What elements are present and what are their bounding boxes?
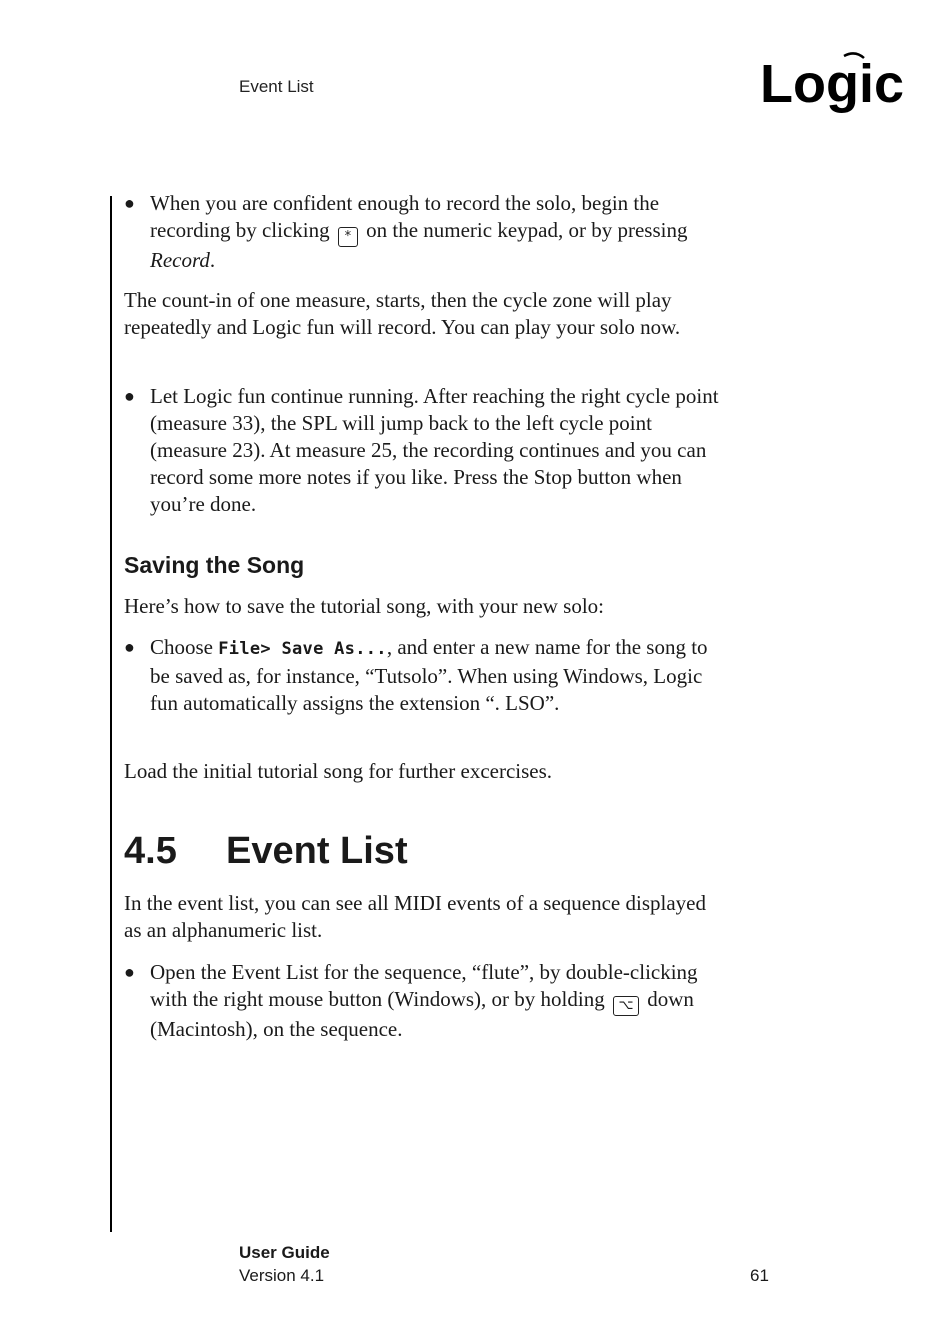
bullet-text: down (Macintosh), on the sequence. [150,987,694,1041]
bullet-dot: ● [124,637,135,657]
bullet-dot: ● [124,962,135,982]
menu-path-file-save-as: File> Save As... [218,639,387,659]
section-heading: Saving the Song [124,552,305,578]
logo-wordmark: Logic [760,54,904,114]
bullet-text: Let Logic fun continue running. After reaching the right cycle point (measure 33), the SPL will jump back to the left cycle point (measure 23). At measure 25, the recording continues and you can record some more notes if you like. Press the Stop button when you’re done. [150,384,719,516]
paragraph-load-initial: Load the initial tutorial song for further excercises. [124,759,553,783]
page-number: 61 [750,1266,769,1285]
chapter-heading [124,830,408,873]
punctuation: . [209,248,216,272]
paragraph-save-intro: Here’s how to save the tutorial song, with your new solo: [124,594,605,618]
bullet-text: , and enter a new name for the song to be saved as, for instance, “Tutsolo”. When using Windows, Logic fun automatically assigns the extension “. LSO”. [150,635,708,715]
bullet-text: Open the Event List for the sequence, “flute”, by double-clicking with the right mouse button (Windows), or by holding [150,960,698,1011]
paragraph-event-list-intro: In the event list, you can see all MIDI events of a sequence displayed as an alphanumeric list. [124,891,706,942]
bullet-text: Choose [150,635,213,659]
chapter-number: 4.5 [124,830,177,872]
margin-rule [110,196,112,1232]
bullet-open-event-list [124,959,724,1043]
numpad-asterisk-key-icon: * [338,227,358,247]
running-header: Event List [239,77,314,96]
paragraph-count-in: The count-in of one measure, starts, then the cycle zone will play repeatedly and Logic fun will record. You can play your solo now. [124,288,681,339]
bullet-dot: ● [124,193,135,213]
bullet-text: on the numeric keypad, or by pressing [366,218,688,242]
footer-title: User Guide [239,1243,330,1262]
record-emphasis: Record [150,248,210,272]
logic-logo [760,52,925,127]
bullet-dot: ● [124,386,135,406]
bullet-continue-running [124,383,724,518]
bullet-text: When you are confident enough to record the solo, begin the recording by clicking [150,191,660,242]
chapter-title: Event List [226,830,408,872]
footer-version: Version 4.1 [239,1266,325,1285]
bullet-record-solo [124,190,724,274]
option-key-icon: ⌥ [613,996,639,1016]
bullet-save-as [124,634,724,717]
